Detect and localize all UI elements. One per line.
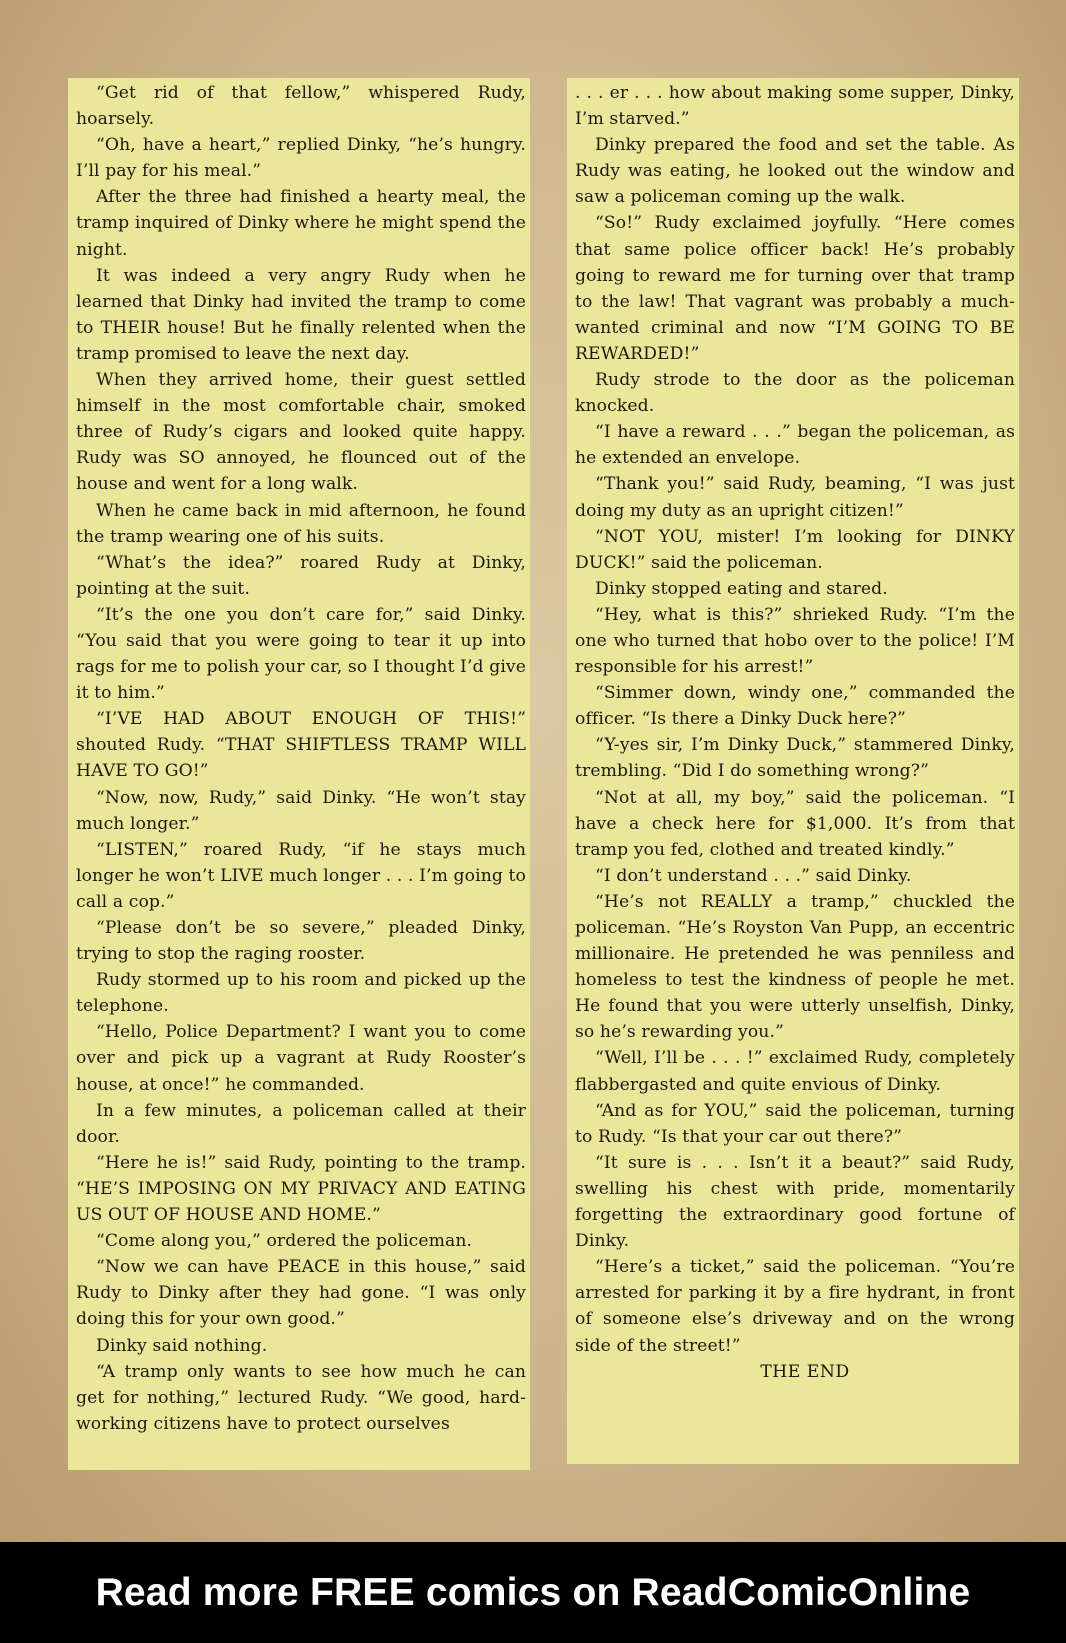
paragraph: “Here’s a ticket,” said the policeman. “You’re arrested for parking it by a fire hydrant, in front of someone else’s driveway and on the wrong side of the street!” [575,1257,1015,1356]
paragraph: It was indeed a very angry Rudy when he learned that Dinky had invited the tramp to come to THEIR house! But he finally relented when the tramp promised to leave the next day. [76,265,526,364]
paragraph: “Thank you!” said Rudy, beaming, “I was just doing my duty as an upright citizen!” [575,474,1015,521]
paragraph: Rudy strode to the door as the policeman knocked. [575,370,1015,417]
the-end-label: THE END [760,1361,850,1382]
paragraph: When he came back in mid afternoon, he found the tramp wearing one of his suits. [76,500,526,547]
text-column-right [567,78,1019,1464]
paragraph: “Y-yes sir, I’m Dinky Duck,” stammered Dinky, trembling. “Did I do something wrong?” [575,735,1015,782]
paragraph: Dinky prepared the food and set the table. As Rudy was eating, he looked out the window and saw a policeman coming up the walk. [575,135,1015,208]
paragraph: “So!” Rudy exclaimed joyfully. “Here comes that same police officer back! He’s probably going to reward me for turning over that tramp to the law! That vagrant was probably a much-wanted criminal and now “I’M GOING TO BE REWARDED!” [575,213,1015,364]
promo-banner-text[interactable]: Read more FREE comics on ReadComicOnline [95,1570,971,1614]
paragraph: “Now, now, Rudy,” said Dinky. “He won’t stay much longer.” [76,787,526,834]
paragraph: “Now we can have PEACE in this house,” said Rudy to Dinky after they had gone. “I was only doing this for your own good.” [76,1257,526,1330]
paragraph: “And as for YOU,” said the policeman, turning to Rudy. “Is that your car out there?” [575,1100,1015,1147]
paragraph: “Hey, what is this?” shrieked Rudy. “I’m the one who turned that hobo over to the police! I’M responsible for his arrest!” [575,604,1015,678]
paragraph: “Well, I’ll be . . . !” exclaimed Rudy, completely flabbergasted and quite envious of Dinky. [575,1048,1015,1095]
paragraph: . . . er . . . how about making some supper, Dinky, I’m starved.” [575,83,1015,130]
promo-banner[interactable] [0,1542,1066,1643]
paragraph: “Get rid of that fellow,” whispered Rudy, hoarsely. [76,83,526,130]
paragraph: “It’s the one you don’t care for,” said Dinky. “You said that you were going to tear it up into rags for me to polish your car, so I thought I’d give it to him.” [76,604,526,704]
paragraph: “He’s not REALLY a tramp,” chuckled the policeman. “He’s Royston Van Pupp, an eccentric millionaire. He pretended he was penniless and homeless to test the kindness of people he met. He found that you were utterly unselfish, Dinky, so he’s rewarding you.” [575,891,1015,1043]
paragraph: “Not at all, my boy,” said the policeman. “I have a check here for $1,000. It’s from that tramp you fed, clothed and treated kindly.” [575,787,1015,860]
paragraph: After the three had finished a hearty meal, the tramp inquired of Dinky where he might spend the night. [76,187,526,260]
paragraph: “Here he is!” said Rudy, pointing to the tramp. “HE’S IMPOSING ON MY PRIVACY AND EATING US OUT OF HOUSE AND HOME.” [76,1152,526,1226]
paragraph: “LISTEN,” roared Rudy, “if he stays much longer he won’t LIVE much longer . . . I’m going to call a cop.” [76,839,526,912]
paragraph: “I have a reward . . .” began the policeman, as he extended an envelope. [575,422,1015,469]
paragraph: “I’VE HAD ABOUT ENOUGH OF THIS!” shouted Rudy. “THAT SHIFTLESS TRAMP WILL HAVE TO GO!” [76,709,526,782]
paragraph: “What’s the idea?” roared Rudy at Dinky, pointing at the suit. [76,552,526,599]
paragraph: When they arrived home, their guest settled himself in the most comfortable chair, smoked three of Rudy’s cigars and looked quite happy. Rudy was SO annoyed, he flounced out of the house and went for a long walk. [76,370,526,495]
paragraph: In a few minutes, a policeman called at their door. [76,1100,526,1147]
text-column-left [68,78,530,1470]
paragraph: “Oh, have a heart,” replied Dinky, “he’s hungry. I’ll pay for his meal.” [76,135,526,182]
paragraph: Dinky said nothing. [96,1335,268,1356]
paragraph: “Hello, Police Department? I want you to come over and pick up a vagrant at Rudy Rooster’s house, at once!” he commanded. [76,1022,526,1095]
paragraph: Dinky stopped eating and stared. [595,578,888,599]
paragraph: “Simmer down, windy one,” commanded the officer. “Is there a Dinky Duck here?” [575,683,1015,730]
paragraph: Rudy stormed up to his room and picked up the telephone. [76,970,526,1017]
paragraph: “I don’t understand . . .” said Dinky. [595,865,912,886]
paragraph: “NOT YOU, mister! I’m looking for DINKY DUCK!” said the policeman. [575,526,1015,573]
paragraph: “Please don’t be so severe,” pleaded Dinky, trying to stop the raging rooster. [76,918,526,965]
paragraph: “It sure is . . . Isn’t it a beaut?” said Rudy, swelling his chest with pride, momentarily forgetting the extraordinary good fortune of Dinky. [575,1152,1015,1252]
paragraph: “Come along you,” ordered the policeman. [96,1231,473,1252]
paragraph: “A tramp only wants to see how much he can get for nothing,” lectured Rudy. “We good, hard-working citizens have to protect ourselves [76,1361,526,1434]
